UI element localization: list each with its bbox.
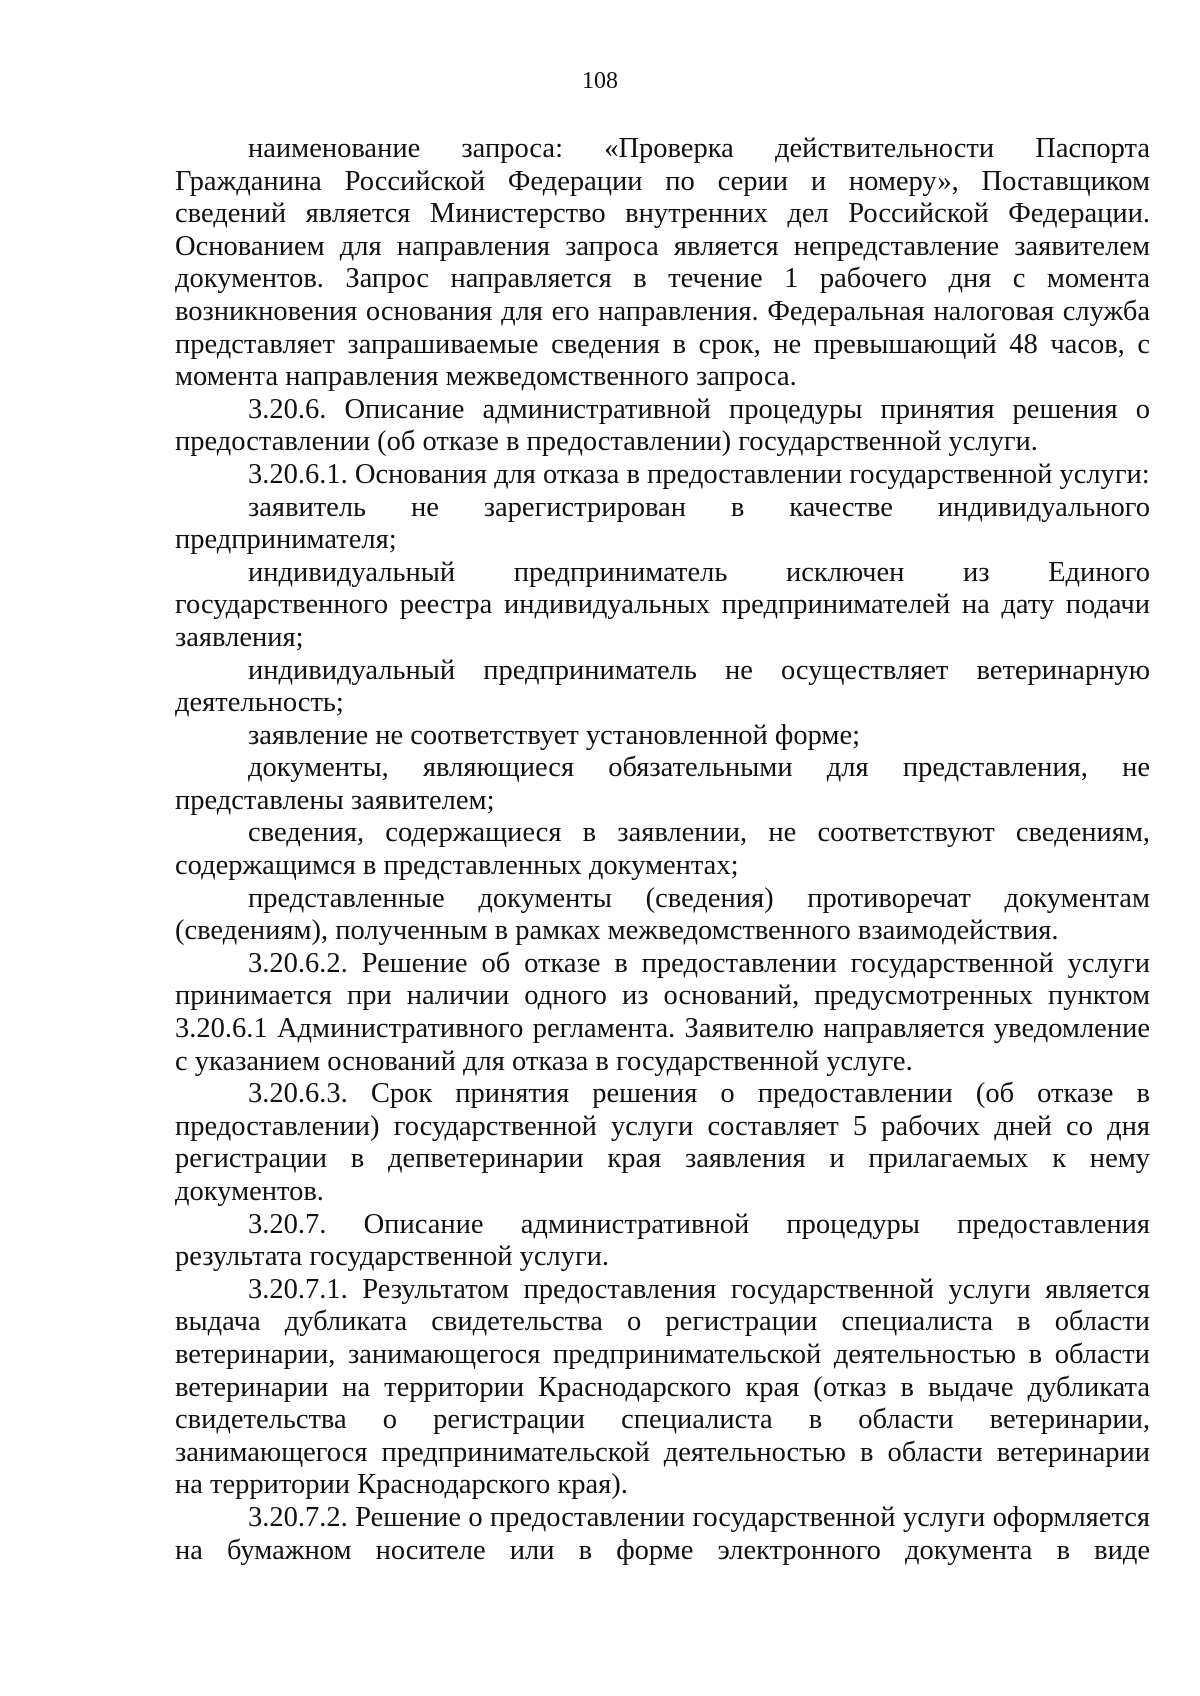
refusal-ground-excluded-from-registry: индивидуальный предприниматель исключен из Единого государственного реестра индивидуальных предпринимателей на дату подачи заявления; [175,556,1150,653]
page-number: 108 [582,68,618,94]
paragraph-3-20-6-2: 3.20.6.2. Решение об отказе в предоставлении государственной услуги принимается при наличии одного из оснований, предусмотренных пунктом 3.20.6.1 Административного регламента. Заявителю направляется уведомление с указанием оснований для отказа в государственной услуге. [175,947,1150,1077]
paragraph-3-20-7: 3.20.7. Описание административной процедуры предоставления результата государственной услуги. [175,1208,1150,1273]
document-body [175,133,1150,1567]
paragraph-3-20-6: 3.20.6. Описание административной процедуры принятия решения о предоставлении (об отказе в предоставлении) государственной услуги. [175,393,1150,458]
refusal-ground-data-mismatch: сведения, содержащиеся в заявлении, не соответствуют сведениям, содержащимся в представленных документах; [175,817,1150,882]
paragraph-3-20-6-1: 3.20.6.1. Основания для отказа в предоставлении государственной услуги: [248,458,1150,490]
paragraph-request-description: наименование запроса: «Проверка действительности Паспорта Гражданина Российской Федерации по серии и номеру», Поставщиком сведений является Министерство внутренних дел Российской Федерации. Основанием для направления запроса является непредставление заявителем документов. Запрос направляется в течение 1 рабочего дня с момента возникновения основания для его направления. Федеральная налоговая служба представляет запрашиваемые сведения в срок, не превышающий 48 часов, с момента направления межведомственного запроса. [175,133,1150,393]
paragraph-3-20-6-3: 3.20.6.3. Срок принятия решения о предоставлении (об отказе в предоставлении) государственной услуги составляет 5 рабочих дней со дня регистрации в депветеринарии края заявления и прилагаемых к нему документов. [175,1078,1150,1207]
refusal-ground-wrong-form: заявление не соответствует установленной форме; [248,719,861,751]
refusal-ground-documents-missing: документы, являющиеся обязательными для представления, не представлены заявителем; [175,752,1150,816]
refusal-ground-not-registered: заявитель не зарегистрирован в качестве индивидуального предпринимателя; [175,491,1150,556]
refusal-ground-no-veterinary-activity: индивидуальный предприниматель не осуществляет ветеринарную деятельность; [175,654,1150,719]
paragraph-3-20-7-2: 3.20.7.2. Решение о предоставлении государственной услуги оформляется на бумажном носителе или в форме электронного документа в виде [175,1501,1150,1566]
refusal-ground-contradiction: представленные документы (сведения) противоречат документам (сведениям), полученным в рамках межведомственного взаимодействия. [175,882,1150,947]
paragraph-3-20-7-1: 3.20.7.1. Результатом предоставления государственной услуги является выдача дубликата свидетельства о регистрации специалиста в области ветеринарии, занимающегося предпринимательской деятельностью в области ветеринарии на территории Краснодарского края (отказ в выдаче дубликата свидетельства о регистрации специалиста в области ветеринарии, занимающегося предпринимательской деятельностью в области ветеринарии на территории Краснодарского края). [175,1273,1150,1501]
